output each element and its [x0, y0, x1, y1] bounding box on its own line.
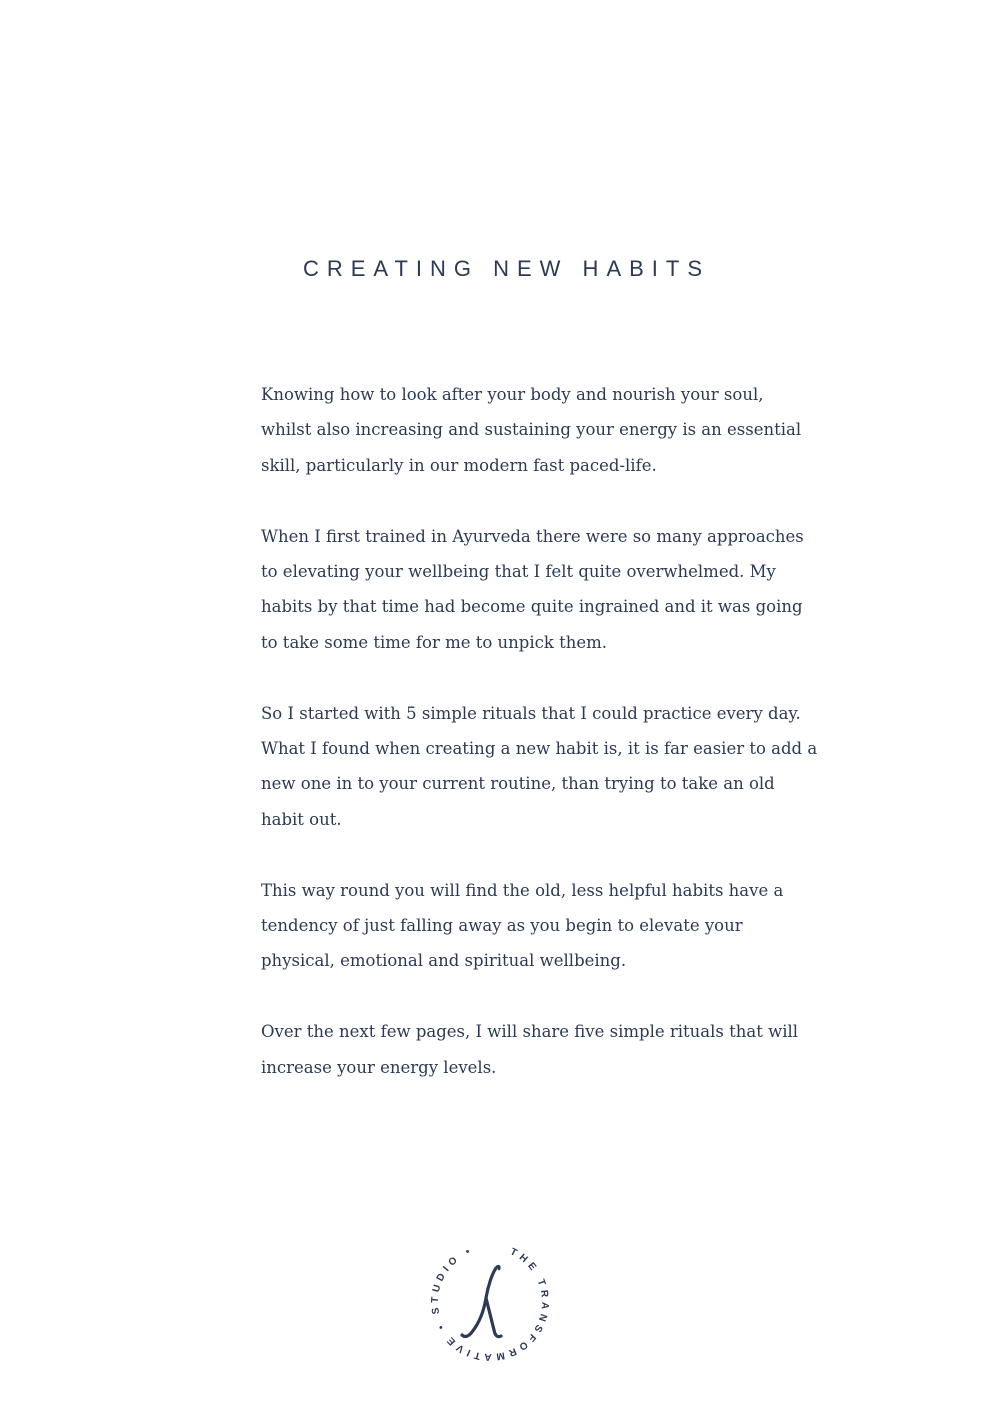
- text-line: So I started with 5 simple rituals that I could practice every day.: [261, 703, 801, 723]
- paragraph: [261, 1014, 799, 1085]
- text-line: increase your energy levels.: [261, 1057, 497, 1077]
- text-line: skill, particularly in our modern fast paced-life.: [261, 455, 657, 475]
- text-line: This way round you will find the old, less helpful habits have a: [261, 880, 784, 900]
- logo-ring-text: THE TRANSFORMATIVE • STUDIO •: [429, 1244, 551, 1363]
- text-line: new one in to your current routine, than trying to take an old: [261, 774, 775, 794]
- text-line: Over the next few pages, I will share five simple rituals that will: [261, 1022, 799, 1042]
- text-line: Knowing how to look after your body and nourish your soul,: [261, 385, 764, 404]
- paragraph: [261, 873, 784, 979]
- text-line: When I first trained in Ayurveda there were so many approaches: [261, 526, 804, 546]
- paragraph: [261, 519, 804, 661]
- text-line: tendency of just falling away as you begin to elevate your: [261, 916, 743, 936]
- paragraph: [261, 696, 818, 838]
- text-line: What I found when creating a new habit is, it is far easier to add a: [261, 739, 818, 759]
- text-line: to take some time for me to unpick them.: [261, 632, 608, 652]
- text-line: whilst also increasing and sustaining your energy is an essential: [261, 420, 802, 440]
- logo-seal-icon: [422, 1234, 558, 1370]
- text-line: habits by that time had become quite ingrained and it was going: [261, 597, 803, 617]
- handwritten-lambda-icon: [462, 1268, 501, 1337]
- text-line: physical, emotional and spiritual wellbeing.: [261, 951, 627, 971]
- body-text: [261, 377, 818, 1120]
- paragraph: [261, 377, 802, 483]
- page-title: CREATING NEW HABITS: [302, 256, 711, 281]
- text-line: habit out.: [261, 809, 342, 829]
- text-line: to elevating your wellbeing that I felt quite overwhelmed. My: [261, 562, 776, 582]
- studio-logo: [422, 1234, 558, 1370]
